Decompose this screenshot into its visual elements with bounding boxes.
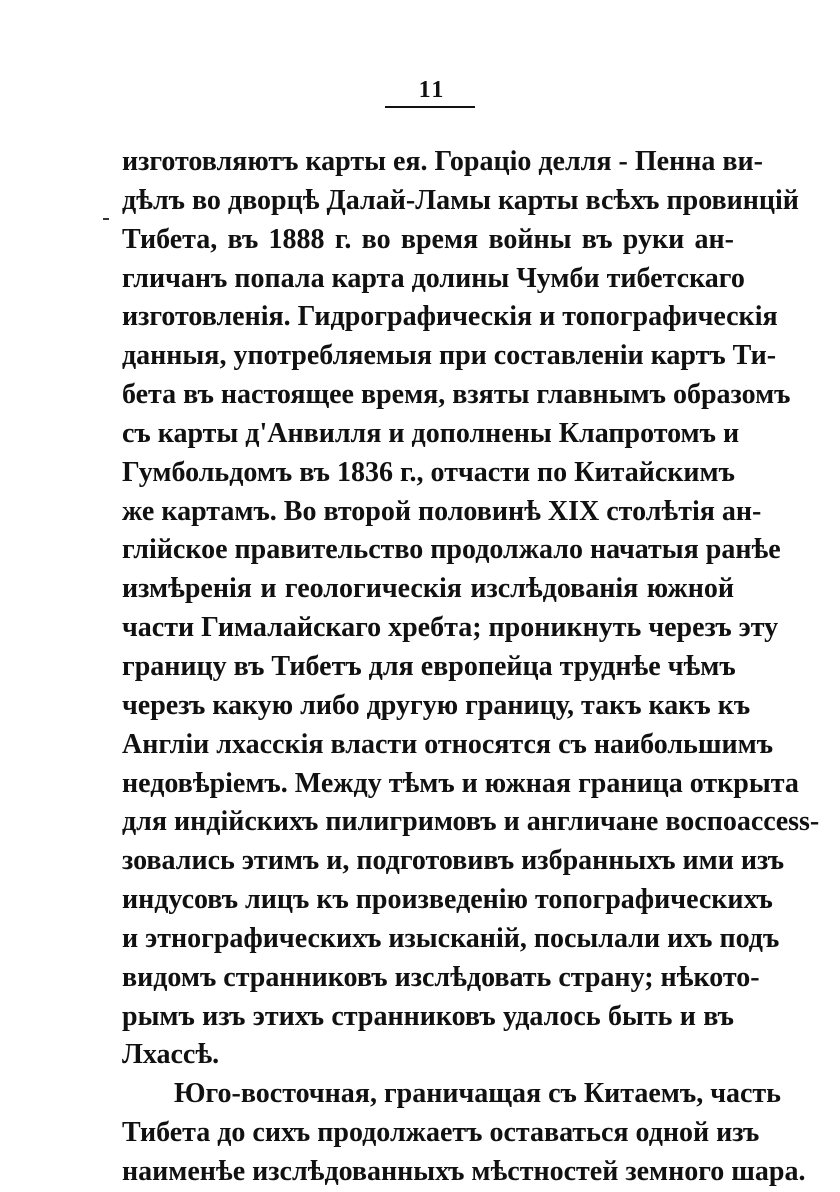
margin-mark <box>103 218 109 220</box>
text-line: дѣлъ во дворцѣ Далай-Ламы карты всѣхъ провинцій <box>122 184 799 216</box>
text-line: Гумбольдомъ въ 1836 г., отчасти по Китайскимъ <box>122 456 735 488</box>
text-line-paragraph-start: Юго-восточная, граничащая съ Китаемъ, часть <box>174 1078 781 1110</box>
text-line: черезъ какую либо другую границу, такъ какъ къ <box>122 689 751 721</box>
text-line: Англіи лхасскія власти относятся съ наибольшимъ <box>122 728 774 760</box>
text-line: Тибета до сихъ продолжаетъ оставаться одной изъ <box>122 1117 760 1149</box>
text-line: видомъ странниковъ изслѣдовать страну; нѣкото- <box>122 961 760 993</box>
text-line: границу въ Тибетъ для европейца труднѣе чѣмъ <box>122 650 736 682</box>
text-line-paragraph-end: Лхассѣ. <box>122 1039 220 1071</box>
text-line: Тибета, въ 1888 г. во время войны въ руки ан- <box>122 223 734 255</box>
text-line: и этнографическихъ изысканій, посылали ихъ подъ <box>122 922 780 954</box>
text-line: для индійскихъ пилигримовъ и англичане воспоaccess- <box>122 806 820 838</box>
text-line: изготовляютъ карты ея. Гораціо делля - Пенна ви- <box>122 146 763 177</box>
text-line: измѣренія и геологическія изслѣдованія южной <box>122 573 734 605</box>
body-text <box>122 143 820 1192</box>
text-line: индусовъ лицъ къ произведенію топографическихъ <box>122 884 773 916</box>
text-line: гличанъ попала карта долины Чумби тибетскаго <box>122 262 745 294</box>
text-line: изготовленія. Гидрографическія и топографическія <box>122 301 778 333</box>
text-line: бета въ настоящее время, взяты главнымъ образомъ <box>122 379 791 411</box>
page-number: 11 <box>418 77 446 103</box>
text-line: рымъ изъ этихъ странниковъ удалось быть и въ <box>122 1000 734 1032</box>
text-line: части Гималайскаго хребта; проникнуть черезъ эту <box>122 612 779 644</box>
text-line: же картамъ. Во второй половинѣ XIX столѣтія ан- <box>122 495 762 527</box>
text-line: недовѣріемъ. Между тѣмъ и южная граница открыта <box>122 767 799 799</box>
text-line: съ карты д'Анвилля и дополнены Клапротомъ и <box>122 417 740 449</box>
text-line: зовались этимъ и, подготовивъ избранныхъ ими изъ <box>122 845 785 877</box>
page-number-rule <box>385 106 475 108</box>
text-line: наименѣе изслѣдованныхъ мѣстностей земного шара. <box>122 1155 806 1187</box>
text-line: глійское правительство продолжало начатыя ранѣе <box>122 534 781 566</box>
text-line: данныя, употребляемыя при составленіи картъ Ти- <box>122 340 777 372</box>
